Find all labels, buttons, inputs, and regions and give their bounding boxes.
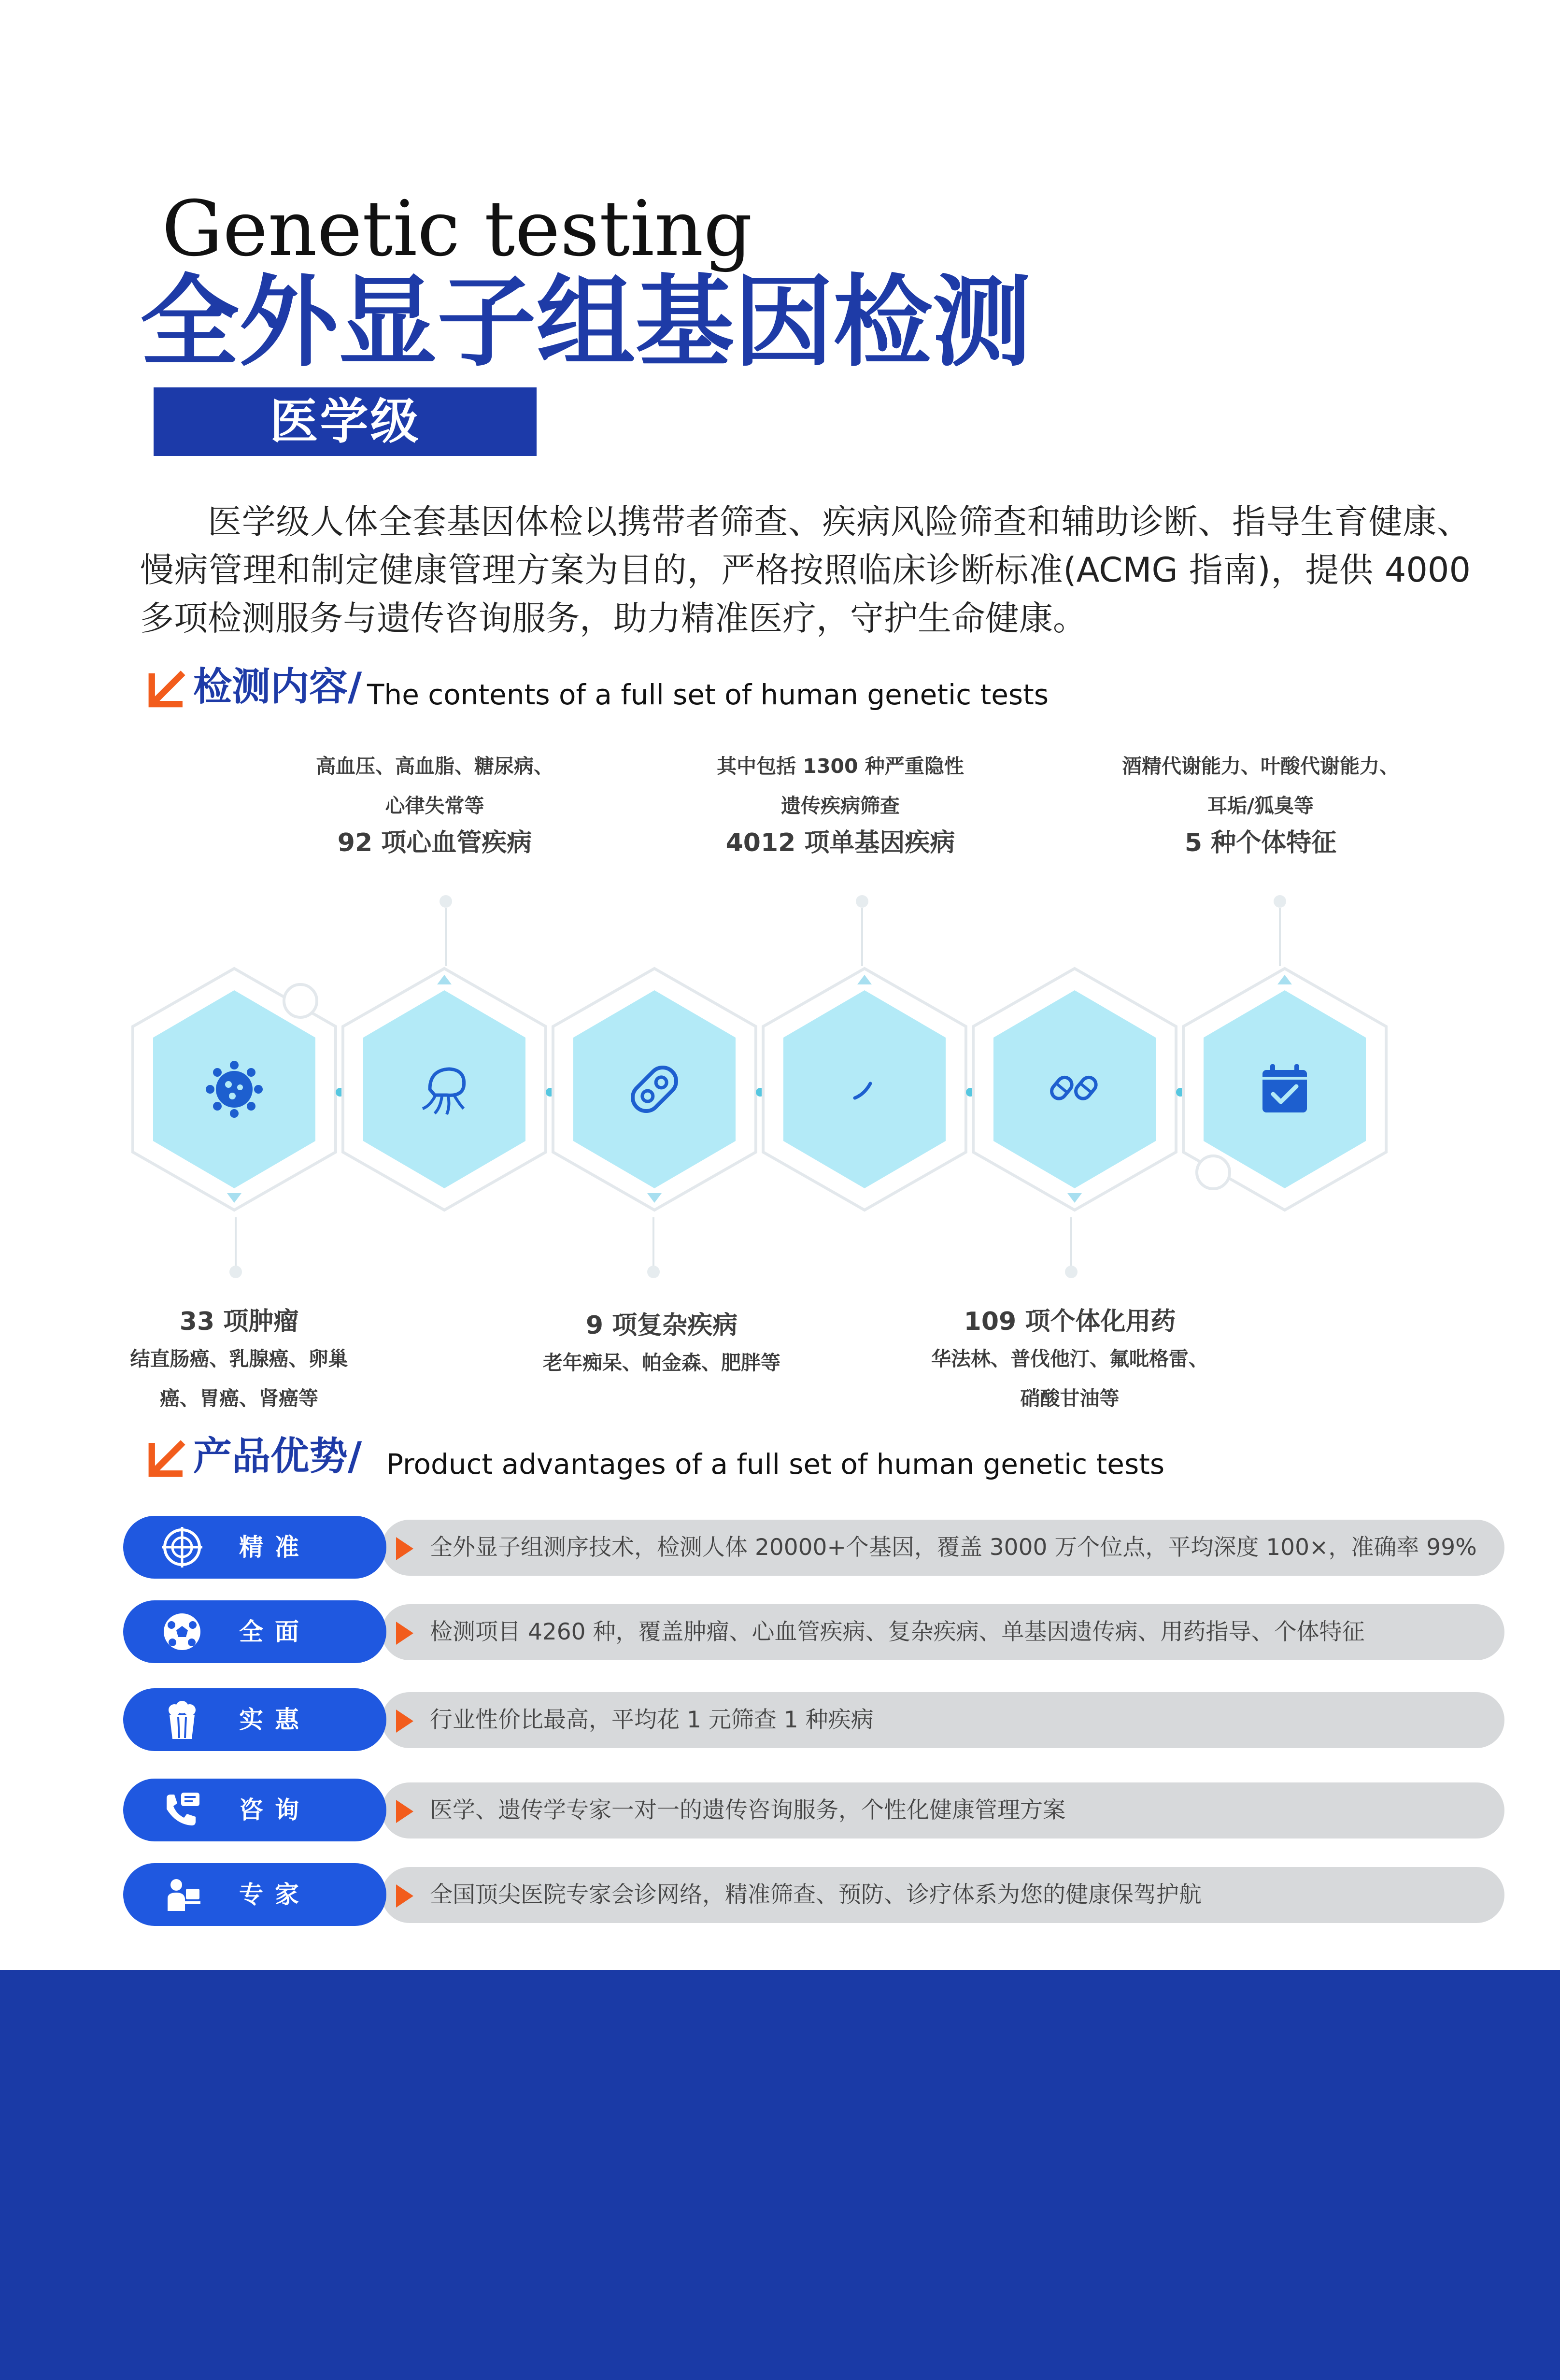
triangle-bullet-icon — [396, 1710, 413, 1733]
advantage-pill: 全面 — [123, 1600, 386, 1663]
bottom-item-complex: 9 项复杂疾病 老年痴呆、帕金森、肥胖等 — [543, 1311, 780, 1374]
section-heading-contents — [145, 664, 1111, 717]
advantage-bar: 全外显子组测序技术，检测人体 20000+个基因，覆盖 3000 万个位点，平均深度 100×，准确率 99% — [382, 1520, 1504, 1576]
advantage-row-affordable — [113, 1688, 1504, 1756]
connector-line — [235, 1217, 237, 1270]
triangle-bullet-icon — [396, 1537, 413, 1560]
advantage-row-comprehensive — [113, 1600, 1504, 1668]
intro-paragraph: 医学级人体全套基因体检以携带者筛查、疾病风险筛查和辅助诊断、指导生育健康、慢病管理和制定健康管理方案为目的，严格按照临床诊断标准(ACMG 指南)，提供 4000 多项检测服务与遗传咨询服务，助力精准医疗，守护生命健康。 — [140, 502, 1471, 638]
advantage-row-precise — [113, 1516, 1504, 1583]
advantage-bar: 医学、遗传学专家一对一的遗传咨询服务，个性化健康管理方案 — [382, 1782, 1504, 1838]
expert-icon — [162, 1874, 202, 1915]
phone-chat-icon — [162, 1790, 202, 1830]
top-item-cardiovascular: 高血压、高血脂、糖尿病、 心律失常等 92 项心血管疾病 — [316, 755, 553, 857]
section-heading-advantages — [145, 1434, 1256, 1487]
top-item-monogenic: 其中包括 1300 种严重隐性 遗传疾病筛查 4012 项单基因疾病 — [717, 755, 964, 857]
grade-badge: 医学级 — [154, 387, 537, 456]
triangle-bullet-icon — [396, 1884, 413, 1908]
hexagon-chain — [123, 961, 1403, 1222]
target-icon — [162, 1527, 202, 1568]
hexagon-complex — [543, 961, 766, 1217]
popcorn-icon — [162, 1699, 202, 1740]
triangle-bullet-icon — [396, 1800, 413, 1823]
connector-dot — [229, 1266, 242, 1278]
connector-dot — [647, 1266, 660, 1278]
bottom-item-tumor: 33 项肿瘤 结直肠癌、乳腺癌、卵巢 癌、胃癌、肾癌等 — [130, 1307, 348, 1410]
connector-line — [445, 908, 447, 966]
calendar-check-icon — [1256, 1060, 1314, 1118]
triangle-bullet-icon — [396, 1622, 413, 1645]
advantage-pill: 实惠 — [123, 1688, 386, 1751]
connector-line — [1070, 1217, 1072, 1270]
decor-ring — [283, 983, 318, 1019]
advantage-bar: 行业性价比最高，平均花 1 元筛查 1 种疾病 — [382, 1692, 1504, 1748]
connector-dot — [1065, 1266, 1078, 1278]
title-chinese: 全外显子组基因检测 — [140, 264, 1031, 380]
hexagon-monogenic — [753, 961, 976, 1217]
cell-icon — [625, 1060, 683, 1118]
connector-line — [652, 1217, 654, 1270]
title-english: Genetic testing — [162, 185, 752, 273]
connector-dot — [1274, 895, 1286, 908]
advantage-bar: 全国顶尖医院专家会诊网络，精准筛查、预防、诊疗体系为您的健康保驾护航 — [382, 1867, 1504, 1923]
advantage-row-expert — [113, 1863, 1504, 1931]
connector-dot — [440, 895, 452, 908]
advantage-pill: 专家 — [123, 1863, 386, 1926]
curve-icon — [836, 1060, 893, 1118]
arrow-down-left-icon — [145, 1434, 191, 1480]
pills-icon — [1046, 1060, 1104, 1118]
footer-band — [0, 1970, 1560, 2380]
decor-ring — [1195, 1154, 1231, 1190]
arrow-down-left-icon — [145, 664, 191, 710]
ball-icon — [162, 1611, 202, 1652]
advantage-pill: 咨询 — [123, 1779, 386, 1841]
advantage-bar: 检测项目 4260 种，覆盖肿瘤、心血管疾病、复杂疾病、单基因遗传病、用药指导、个体特征 — [382, 1604, 1504, 1660]
section-title-cn: 产品优势/ — [193, 1434, 362, 1479]
bottom-item-medication: 109 项个体化用药 华法林、普伐他汀、氟吡格雷、 硝酸甘油等 — [931, 1307, 1208, 1410]
connector-line — [861, 908, 863, 966]
advantage-row-consult — [113, 1779, 1504, 1846]
jellyfish-icon — [415, 1060, 473, 1118]
advantage-pill: 精准 — [123, 1516, 386, 1579]
connector-line — [1279, 908, 1281, 966]
section-title-cn: 检测内容/ — [193, 664, 362, 709]
connector-dot — [856, 895, 868, 908]
hexagon-cardio — [333, 961, 555, 1217]
section-title-en: Product advantages of a full set of human genetic tests — [386, 1448, 1165, 1481]
top-item-traits: 酒精代谢能力、叶酸代谢能力、 耳垢/狐臭等 5 种个体特征 — [1122, 755, 1399, 857]
section-title-en: The contents of a full set of human genetic tests — [367, 678, 1049, 711]
hexagon-medication — [964, 961, 1186, 1217]
bacteria-icon — [205, 1060, 263, 1118]
